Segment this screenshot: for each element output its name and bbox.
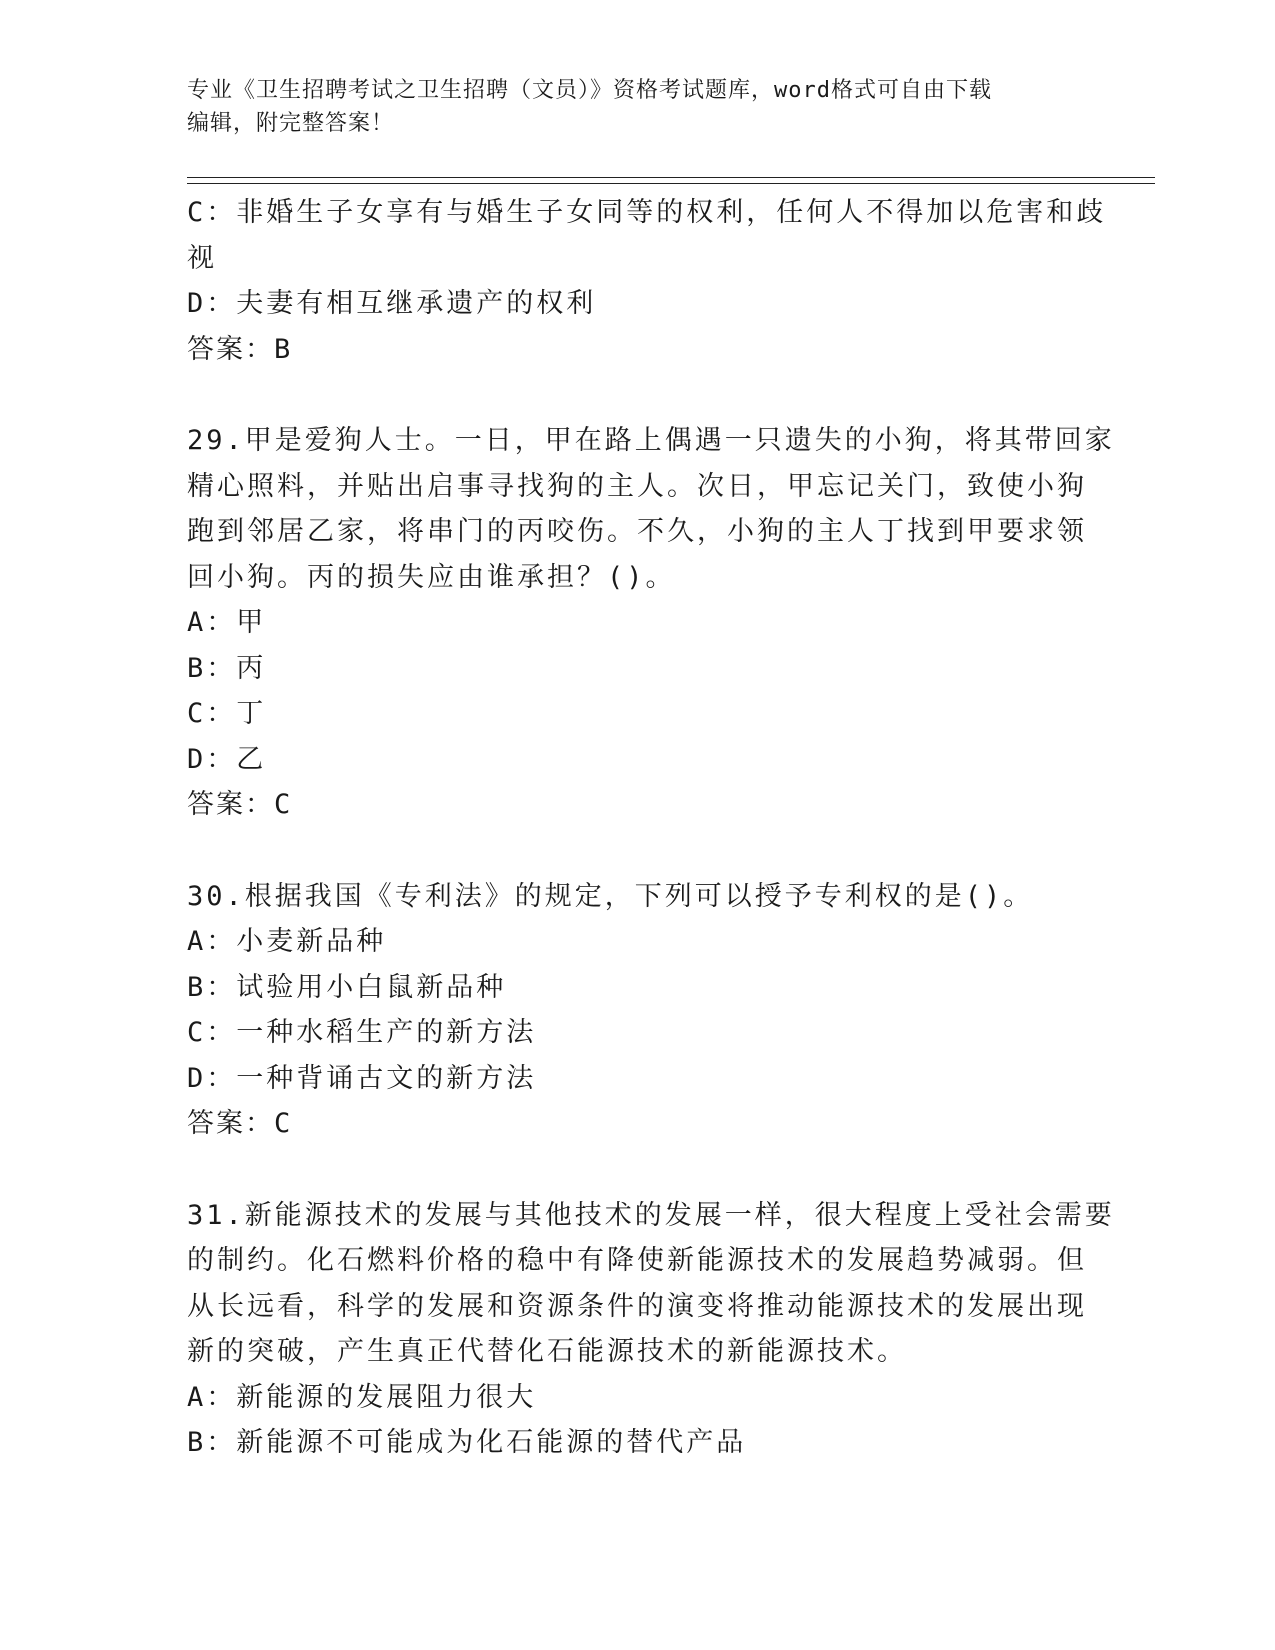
question-31 (187, 1193, 1115, 1466)
question-28-continued (187, 190, 1107, 372)
option-d: D：乙 (187, 743, 267, 775)
question-text-line: 精心照料，并贴出启事寻找狗的主人。次日，甲忘记关门，致使小狗 (187, 470, 1087, 502)
spacer (187, 828, 1087, 874)
option-b: B：新能源不可能成为化石能源的替代产品 (187, 1427, 747, 1458)
question-text-line: 回小狗。丙的损失应由谁承担？()。 (187, 561, 676, 593)
question-text-line: 31.新能源技术的发展与其他技术的发展一样，很大程度上受社会需要 (187, 1199, 1115, 1231)
option-c: C：一种水稻生产的新方法 (187, 1017, 537, 1048)
answer: 答案：B (187, 333, 293, 365)
option-c: C：非婚生子女享有与婚生子女同等的权利，任何人不得加以危害和歧 (187, 197, 1107, 228)
question-text-line: 新的突破，产生真正代替化石能源技术的新能源技术。 (187, 1336, 907, 1367)
question-text-line: 从长远看，科学的发展和资源条件的演变将推动能源技术的发展出现 (187, 1290, 1087, 1322)
option-b: B：试验用小白鼠新品种 (187, 971, 507, 1003)
header-line-1: 专业《卫生招聘考试之卫生招聘（文员）》资格考试题库，word格式可自由下载 (187, 78, 992, 103)
spacer (187, 372, 1087, 418)
option-a: A：新能源的发展阻力很大 (187, 1381, 537, 1413)
option-c: C：丁 (187, 698, 267, 729)
question-text-line: 30.根据我国《专利法》的规定，下列可以授予专利权的是()。 (187, 880, 1034, 912)
option-a: A：甲 (187, 607, 267, 638)
question-29 (187, 418, 1115, 828)
option-b: B：丙 (187, 652, 267, 684)
document-body (187, 190, 1115, 1466)
option-d: D：夫妻有相互继承遗产的权利 (187, 288, 597, 319)
header-divider-top (187, 177, 1155, 178)
question-text-line: 的制约。化石燃料价格的稳中有降使新能源技术的发展趋势减弱。但 (187, 1245, 1087, 1276)
header-divider-bottom (187, 183, 1155, 184)
document-header (187, 74, 1067, 140)
spacer (187, 1147, 1087, 1193)
answer: 答案：C (187, 1108, 293, 1139)
question-text-line: 29.甲是爱狗人士。一日，甲在路上偶遇一只遗失的小狗，将其带回家 (187, 425, 1115, 456)
question-text-line: 跑到邻居乙家，将串门的丙咬伤。不久，小狗的主人丁找到甲要求领 (187, 516, 1087, 547)
option-d: D：一种背诵古文的新方法 (187, 1062, 537, 1094)
option-a: A：小麦新品种 (187, 926, 387, 957)
question-30 (187, 874, 1087, 1147)
header-line-2: 编辑，附完整答案！ (187, 111, 395, 136)
answer: 答案：C (187, 789, 293, 820)
option-c-continued: 视 (187, 242, 217, 274)
